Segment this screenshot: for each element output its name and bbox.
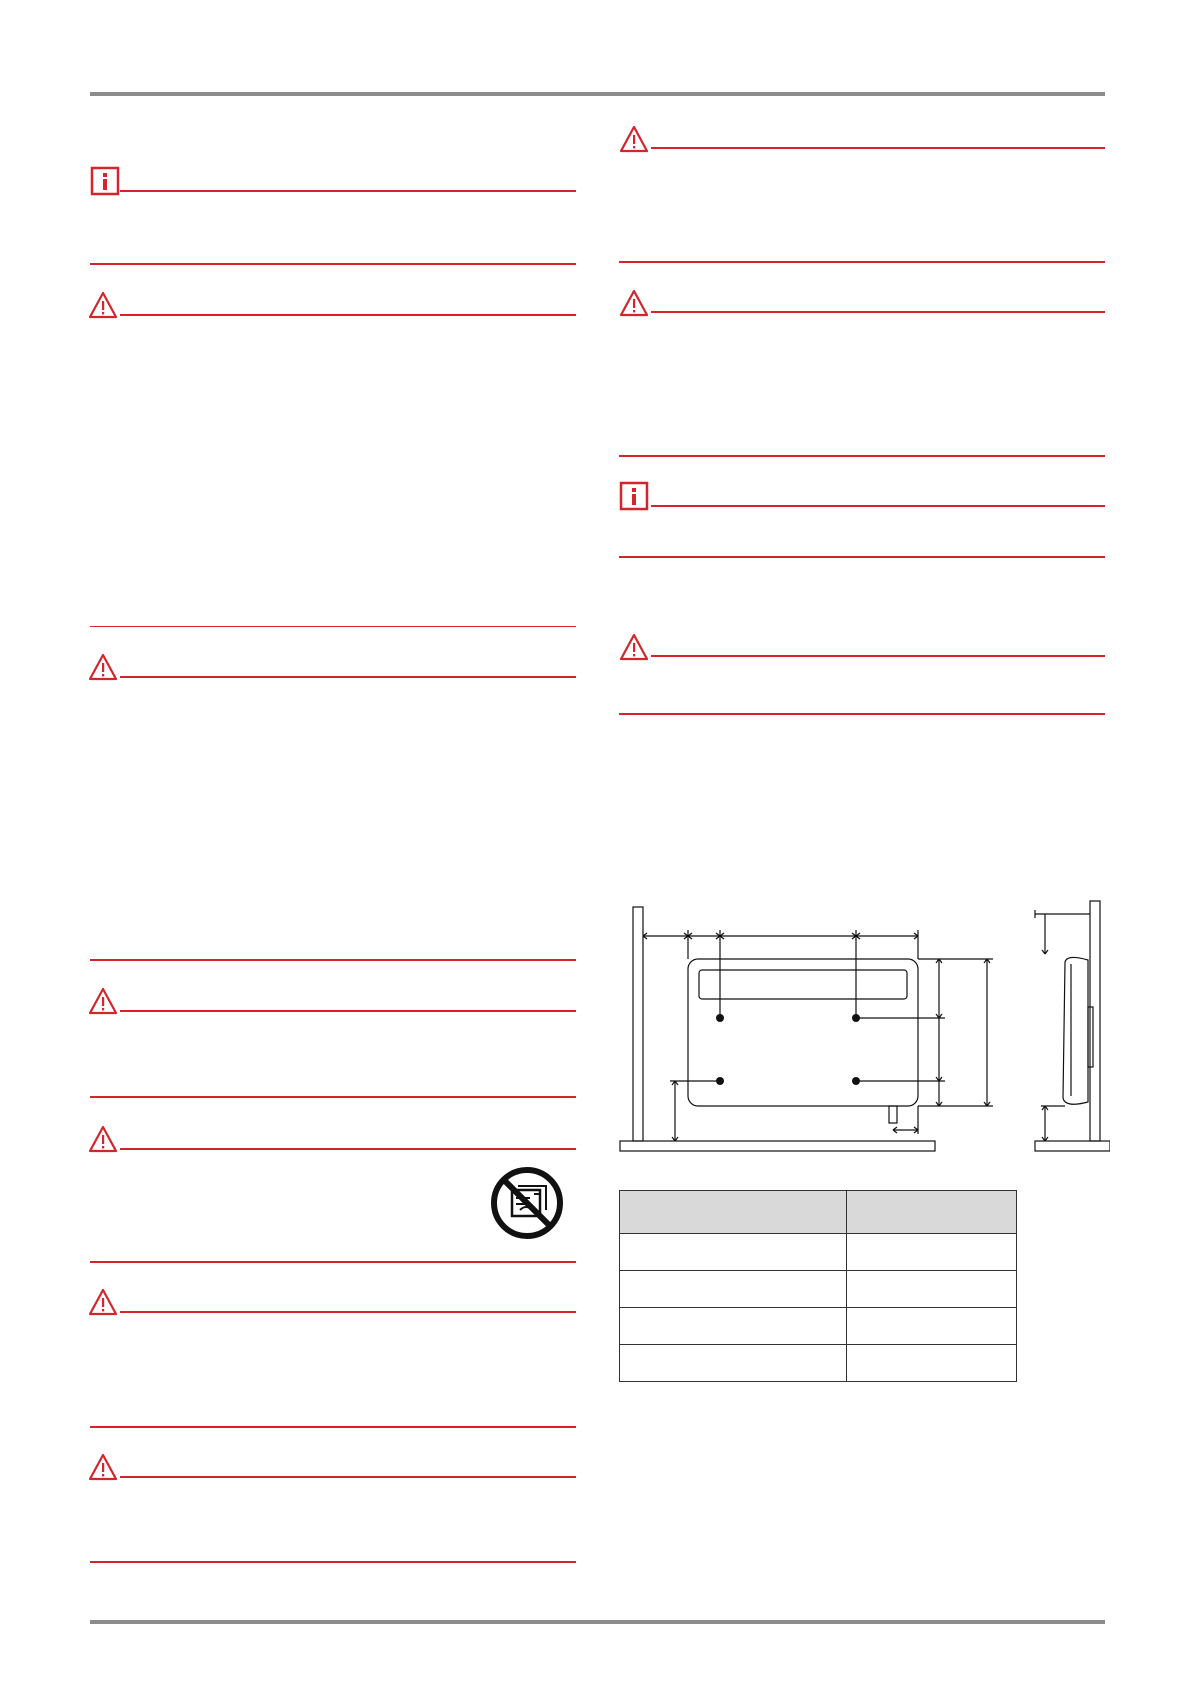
warning-heading-line — [651, 311, 1105, 313]
table-cell — [847, 1308, 1017, 1345]
warning-heading-line — [120, 314, 576, 316]
warning-triangle-icon — [619, 288, 649, 318]
table-header-row — [620, 1191, 1017, 1234]
table-cell — [620, 1308, 847, 1345]
warning-end-rule — [90, 959, 576, 961]
dimension-table — [619, 1190, 1017, 1382]
warning-heading-line — [120, 1311, 576, 1313]
warning-heading-line — [120, 1010, 576, 1012]
warning-heading-line — [120, 1476, 576, 1478]
no-covering-prohibition-icon — [490, 1166, 564, 1240]
table-cell — [620, 1271, 847, 1308]
info-icon — [90, 166, 120, 196]
warning-end-rule — [90, 1426, 576, 1428]
warning-triangle-icon — [619, 124, 649, 154]
table-cell — [847, 1345, 1017, 1382]
table-cell — [847, 1271, 1017, 1308]
top-rule — [90, 92, 1105, 96]
notice-heading-line — [651, 505, 1105, 507]
warning-triangle-icon — [88, 1124, 118, 1154]
table-row — [620, 1308, 1017, 1345]
warning-end-rule — [90, 1561, 576, 1563]
notice-end-rule — [90, 263, 576, 265]
warning-end-rule — [90, 1096, 576, 1098]
warning-triangle-icon — [619, 632, 649, 662]
warning-end-rule — [90, 1261, 576, 1263]
warning-end-rule — [619, 713, 1105, 715]
warning-heading-line — [120, 1148, 576, 1150]
notice-end-rule — [619, 556, 1105, 558]
bottom-rule — [90, 1620, 1105, 1624]
warning-triangle-icon — [88, 652, 118, 682]
warning-heading-line — [651, 655, 1105, 657]
warning-end-rule — [619, 261, 1105, 263]
installation-dimension-diagram — [615, 890, 1110, 1165]
warning-triangle-icon — [88, 986, 118, 1016]
table-header-cell — [620, 1191, 847, 1234]
table-row — [620, 1234, 1017, 1271]
warning-end-rule — [90, 626, 576, 627]
warning-triangle-icon — [88, 1452, 118, 1482]
table-row — [620, 1345, 1017, 1382]
notice-heading-line — [120, 190, 576, 192]
table-cell — [847, 1234, 1017, 1271]
table-cell — [620, 1345, 847, 1382]
info-icon — [619, 481, 649, 511]
warning-end-rule — [619, 455, 1105, 457]
table-header-cell — [847, 1191, 1017, 1234]
warning-heading-line — [651, 147, 1105, 149]
table-cell — [620, 1234, 847, 1271]
warning-triangle-icon — [88, 290, 118, 320]
table-row — [620, 1271, 1017, 1308]
warning-triangle-icon — [88, 1287, 118, 1317]
warning-heading-line — [120, 676, 576, 678]
